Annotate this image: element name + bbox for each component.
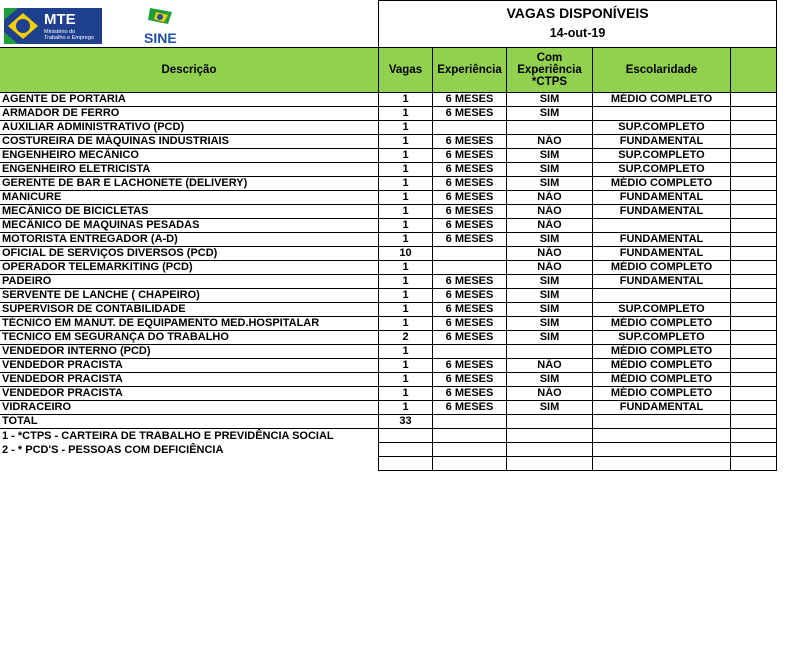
cell-experiencia: 6 MESES bbox=[433, 359, 507, 373]
cell-vagas: 1 bbox=[379, 219, 433, 233]
cell-experiencia: 6 MESES bbox=[433, 275, 507, 289]
cell-vagas: 1 bbox=[379, 205, 433, 219]
cell-ctps: NÃO bbox=[507, 191, 593, 205]
cell-ctps: SIM bbox=[507, 275, 593, 289]
cell-descricao: OFICIAL DE SERVIÇOS DIVERSOS (PCD) bbox=[0, 247, 379, 261]
total-row bbox=[0, 415, 777, 429]
cell-ctps: SIM bbox=[507, 289, 593, 303]
note-row bbox=[0, 443, 777, 457]
cell-experiencia: 6 MESES bbox=[433, 191, 507, 205]
cell-escolaridade: FUNDAMENTAL bbox=[593, 233, 731, 247]
cell-vagas: 1 bbox=[379, 373, 433, 387]
cell-blank bbox=[731, 121, 777, 135]
cell-vagas: 1 bbox=[379, 121, 433, 135]
svg-text:Ministério do: Ministério do bbox=[44, 29, 76, 35]
cell-blank bbox=[731, 275, 777, 289]
cell-descricao: VENDEDOR PRACISTA bbox=[0, 387, 379, 401]
table-row bbox=[0, 177, 777, 191]
cell-ctps: SIM bbox=[507, 93, 593, 107]
cell-vagas: 2 bbox=[379, 331, 433, 345]
cell-vagas: 1 bbox=[379, 107, 433, 121]
cell-vagas: 1 bbox=[379, 163, 433, 177]
table-row bbox=[0, 107, 777, 121]
cell-ctps bbox=[507, 121, 593, 135]
cell-blank bbox=[731, 289, 777, 303]
cell-escolaridade: MÉDIO COMPLETO bbox=[593, 177, 731, 191]
cell-vagas: 1 bbox=[379, 233, 433, 247]
cell-descricao: PADEIRO bbox=[0, 275, 379, 289]
cell-blank bbox=[731, 345, 777, 359]
table-row bbox=[0, 191, 777, 205]
cell-vagas: 1 bbox=[379, 135, 433, 149]
cell-vagas: 1 bbox=[379, 261, 433, 275]
cell-ctps: SIM bbox=[507, 401, 593, 415]
table-row bbox=[0, 275, 777, 289]
note-row bbox=[0, 457, 777, 471]
cell-blank bbox=[731, 247, 777, 261]
cell-ctps: NÃO bbox=[507, 219, 593, 233]
cell-descricao: AGENTE DE PORTARIA bbox=[0, 93, 379, 107]
table-row bbox=[0, 303, 777, 317]
cell-blank bbox=[731, 163, 777, 177]
cell-experiencia: 6 MESES bbox=[433, 219, 507, 233]
cell-ctps: NÃO bbox=[507, 387, 593, 401]
table-row bbox=[0, 233, 777, 247]
cell-escolaridade: SUP.COMPLETO bbox=[593, 331, 731, 345]
cell-escolaridade: MÉDIO COMPLETO bbox=[593, 317, 731, 331]
cell-ctps: SIM bbox=[507, 107, 593, 121]
cell-blank bbox=[731, 191, 777, 205]
cell-descricao: OPERADOR TELEMARKITING (PCD) bbox=[0, 261, 379, 275]
title-cell bbox=[379, 1, 777, 48]
cell-ctps: SIM bbox=[507, 149, 593, 163]
sine-logo-text: SINE bbox=[144, 30, 177, 46]
cell-ctps: NÃO bbox=[507, 247, 593, 261]
note-row bbox=[0, 429, 777, 443]
cell-descricao: AUXILIAR ADMINISTRATIVO (PCD) bbox=[0, 121, 379, 135]
cell-descricao: GERENTE DE BAR E LACHONETE (DELIVERY) bbox=[0, 177, 379, 191]
cell-experiencia: 6 MESES bbox=[433, 289, 507, 303]
cell-escolaridade: FUNDAMENTAL bbox=[593, 275, 731, 289]
cell-vagas: 1 bbox=[379, 303, 433, 317]
cell-escolaridade: MÉDIO COMPLETO bbox=[593, 373, 731, 387]
table-row bbox=[0, 219, 777, 233]
cell-ctps: NÃO bbox=[507, 359, 593, 373]
header-escolaridade: Escolaridade bbox=[593, 48, 731, 93]
cell-experiencia: 6 MESES bbox=[433, 401, 507, 415]
cell-ctps: NÃO bbox=[507, 135, 593, 149]
cell-ctps: SIM bbox=[507, 233, 593, 247]
cell-descricao: VENDEDOR INTERNO (PCD) bbox=[0, 345, 379, 359]
svg-text:Trabalho e Emprego: Trabalho e Emprego bbox=[44, 35, 94, 41]
table-row bbox=[0, 135, 777, 149]
table-row bbox=[0, 149, 777, 163]
cell-blank bbox=[731, 261, 777, 275]
table-row bbox=[0, 331, 777, 345]
cell-ctps: SIM bbox=[507, 317, 593, 331]
header-experiencia: Experiência bbox=[433, 48, 507, 93]
cell-blank bbox=[731, 219, 777, 233]
cell-escolaridade: FUNDAMENTAL bbox=[593, 247, 731, 261]
cell-descricao: MECÂNICO DE BICICLETAS bbox=[0, 205, 379, 219]
cell-vagas: 1 bbox=[379, 345, 433, 359]
cell-experiencia: 6 MESES bbox=[433, 373, 507, 387]
cell-descricao: COSTUREIRA DE MÁQUINAS INDUSTRIAIS bbox=[0, 135, 379, 149]
cell-escolaridade: SUP.COMPLETO bbox=[593, 149, 731, 163]
cell-experiencia: 6 MESES bbox=[433, 135, 507, 149]
cell-ctps bbox=[507, 345, 593, 359]
header-descricao: Descrição bbox=[0, 48, 379, 93]
table-row bbox=[0, 205, 777, 219]
table-row bbox=[0, 345, 777, 359]
cell-blank bbox=[731, 387, 777, 401]
cell-experiencia: 6 MESES bbox=[433, 93, 507, 107]
cell-vagas: 10 bbox=[379, 247, 433, 261]
cell-descricao: ARMADOR DE FERRO bbox=[0, 107, 379, 121]
cell-experiencia: 6 MESES bbox=[433, 303, 507, 317]
cell-blank bbox=[731, 93, 777, 107]
cell-escolaridade: MÉDIO COMPLETO bbox=[593, 387, 731, 401]
cell-escolaridade: MÉDIO COMPLETO bbox=[593, 359, 731, 373]
cell-blank bbox=[731, 177, 777, 191]
cell-ctps: SIM bbox=[507, 163, 593, 177]
cell-ctps: SIM bbox=[507, 303, 593, 317]
cell-blank bbox=[731, 149, 777, 163]
cell-escolaridade: FUNDAMENTAL bbox=[593, 135, 731, 149]
cell-descricao: ENGENHEIRO ELETRICISTA bbox=[0, 163, 379, 177]
table-row bbox=[0, 247, 777, 261]
cell-vagas: 1 bbox=[379, 275, 433, 289]
cell-experiencia bbox=[433, 121, 507, 135]
cell-descricao: VIDRACEIRO bbox=[0, 401, 379, 415]
cell-experiencia: 6 MESES bbox=[433, 387, 507, 401]
cell-experiencia bbox=[433, 247, 507, 261]
table-row bbox=[0, 121, 777, 135]
mte-logo-text: MTE bbox=[44, 11, 76, 28]
cell-ctps: NÃO bbox=[507, 205, 593, 219]
cell-escolaridade bbox=[593, 289, 731, 303]
table-row bbox=[0, 289, 777, 303]
cell-blank bbox=[731, 359, 777, 373]
cell-escolaridade: MÉDIO COMPLETO bbox=[593, 345, 731, 359]
cell-blank bbox=[731, 303, 777, 317]
cell-descricao: MECÂNICO DE MAQUINAS PESADAS bbox=[0, 219, 379, 233]
cell-experiencia bbox=[433, 345, 507, 359]
cell-escolaridade bbox=[593, 219, 731, 233]
cell-ctps: SIM bbox=[507, 177, 593, 191]
cell-escolaridade: FUNDAMENTAL bbox=[593, 205, 731, 219]
cell-vagas: 1 bbox=[379, 177, 433, 191]
header-vagas: Vagas bbox=[379, 48, 433, 93]
cell-blank bbox=[731, 401, 777, 415]
cell-experiencia: 6 MESES bbox=[433, 331, 507, 345]
cell-descricao: TÉCNICO EM MANUT. DE EQUIPAMENTO MED.HOSPITALAR bbox=[0, 317, 379, 331]
cell-escolaridade: FUNDAMENTAL bbox=[593, 191, 731, 205]
page-title: VAGAS DISPONÍVEIS bbox=[506, 5, 649, 21]
cell-experiencia: 6 MESES bbox=[433, 107, 507, 121]
cell-descricao: MANICURE bbox=[0, 191, 379, 205]
cell-descricao: VENDEDOR PRACISTA bbox=[0, 359, 379, 373]
cell-escolaridade: SUP.COMPLETO bbox=[593, 163, 731, 177]
note-2: 2 - * PCD'S - PESSOAS COM DEFICIÊNCIA bbox=[0, 443, 379, 457]
cell-vagas: 1 bbox=[379, 401, 433, 415]
cell-blank bbox=[731, 107, 777, 121]
cell-blank bbox=[731, 135, 777, 149]
cell-experiencia: 6 MESES bbox=[433, 163, 507, 177]
cell-blank bbox=[731, 317, 777, 331]
table-row bbox=[0, 359, 777, 373]
total-vagas: 33 bbox=[379, 415, 433, 429]
cell-experiencia bbox=[433, 261, 507, 275]
cell-experiencia: 6 MESES bbox=[433, 317, 507, 331]
header-ctps: Com Experiência *CTPS bbox=[507, 48, 593, 93]
cell-vagas: 1 bbox=[379, 387, 433, 401]
vacancy-rows bbox=[0, 93, 777, 415]
sine-logo bbox=[142, 6, 188, 46]
table-row bbox=[0, 317, 777, 331]
cell-escolaridade bbox=[593, 107, 731, 121]
cell-experiencia: 6 MESES bbox=[433, 149, 507, 163]
cell-escolaridade: FUNDAMENTAL bbox=[593, 401, 731, 415]
cell-ctps: SIM bbox=[507, 331, 593, 345]
cell-ctps: NÃO bbox=[507, 261, 593, 275]
cell-experiencia: 6 MESES bbox=[433, 205, 507, 219]
cell-vagas: 1 bbox=[379, 317, 433, 331]
cell-vagas: 1 bbox=[379, 289, 433, 303]
cell-escolaridade: SUP.COMPLETO bbox=[593, 121, 731, 135]
cell-vagas: 1 bbox=[379, 191, 433, 205]
table-row bbox=[0, 373, 777, 387]
header-row bbox=[0, 48, 777, 93]
cell-experiencia: 6 MESES bbox=[433, 177, 507, 191]
cell-descricao: ENGENHEIRO MECÂNICO bbox=[0, 149, 379, 163]
title-date: 14-out-19 bbox=[549, 26, 606, 40]
cell-vagas: 1 bbox=[379, 93, 433, 107]
header-blank bbox=[731, 48, 777, 93]
cell-escolaridade: MÉDIO COMPLETO bbox=[593, 261, 731, 275]
note-1: 1 - *CTPS - CARTEIRA DE TRABALHO E PREVIDÊNCIA SOCIAL bbox=[0, 429, 379, 443]
mte-logo bbox=[4, 8, 102, 44]
table-row bbox=[0, 261, 777, 275]
cell-vagas: 1 bbox=[379, 149, 433, 163]
cell-descricao: SERVENTE DE LANCHE ( CHAPEIRO) bbox=[0, 289, 379, 303]
table-row bbox=[0, 387, 777, 401]
cell-vagas: 1 bbox=[379, 359, 433, 373]
cell-blank bbox=[731, 205, 777, 219]
table-row bbox=[0, 401, 777, 415]
cell-descricao: MOTORISTA ENTREGADOR (A-D) bbox=[0, 233, 379, 247]
cell-descricao: VENDEDOR PRACISTA bbox=[0, 373, 379, 387]
cell-blank bbox=[731, 233, 777, 247]
cell-escolaridade: MÉDIO COMPLETO bbox=[593, 93, 731, 107]
total-label: TOTAL bbox=[0, 415, 379, 429]
cell-descricao: TECNICO EM SEGURANÇA DO TRABALHO bbox=[0, 331, 379, 345]
cell-experiencia: 6 MESES bbox=[433, 233, 507, 247]
cell-escolaridade: SUP.COMPLETO bbox=[593, 303, 731, 317]
cell-blank bbox=[731, 373, 777, 387]
table-row bbox=[0, 163, 777, 177]
cell-blank bbox=[731, 331, 777, 345]
table-row bbox=[0, 93, 777, 107]
cell-descricao: SUPERVISOR DE CONTABILIDADE bbox=[0, 303, 379, 317]
cell-ctps: SIM bbox=[507, 373, 593, 387]
